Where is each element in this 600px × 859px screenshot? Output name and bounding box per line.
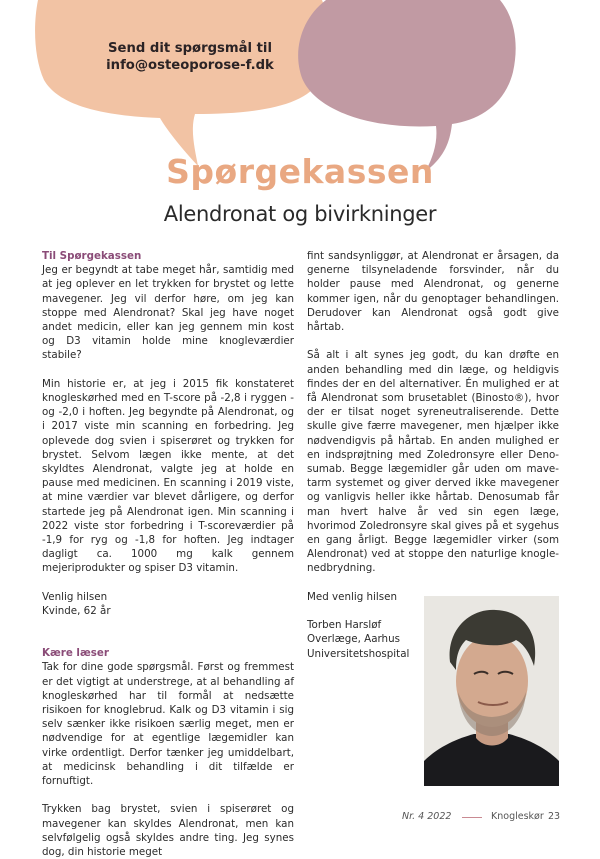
question-signer: Kvinde, 62 år: [42, 605, 111, 618]
page-number: 23: [548, 811, 561, 822]
page-footer: [0, 811, 600, 827]
portrait-illustration: [424, 596, 559, 786]
submit-question-callout: [80, 40, 300, 74]
answer-signer-name: Torben Harsløf: [307, 619, 382, 632]
peach-speech-bubble: [35, 0, 328, 166]
answer-paragraph-continued: Trykken bag brystet, svien i spiserøret og mavegener kan skyldes Alendronat, men kan selvfølgelig også skyldes andre ting. Jeg synes dog, din historie meget: [42, 803, 294, 859]
magazine-name: Knogleskør: [491, 811, 544, 822]
footer-divider: [462, 817, 482, 818]
answer-paragraph: Tak for dine gode spørgsmål. Først og fremmest er det vigtigt at understrege, at al behandling af knogleskørhed har til formål at nedsætte risikoen for knoglebrud. Kalk og D3 vitamin i sig selv sænker ikke risikoen særlig meget, men er nødvendige for at egentlige lægemidler kan virke ordentligt. Derfor tænker jeg umiddelbart, at medicinsk behandling i dit tilfælde er fornuftigt.: [42, 661, 294, 788]
left-column: [42, 249, 294, 859]
answer-paragraph: Så alt i alt synes jeg godt, du kan drøfte en anden behandling med din læge, og heldigvis findes der en del alternativer. Én mulighed er at få Alendronat som brusetablet (Binosto®), hvor der er tilsat noget syreneutraliserende. Dette skulle give færre mavegener, men hjælper ikke nødvendigvis på hårtab. En anden mulighed er en indsprøjtning med Zoledronsyre eller Denosumab. Begge lægemidler går uden om mave-tarm systemet og giver derved ikke mavegener og vanligvis heller ikke hårtab. Denosumab får man hvert halve år ved sin egen læge, hvorimod Zoledronsyre skal gives på et sygehus en gang årligt. Begge lægemidler virker (som Alendronat) ved at stoppe den naturlige knoglenedbrydning.: [307, 349, 559, 575]
answer-heading: Kære læser: [42, 647, 109, 660]
contact-email-link[interactable]: info@osteoporose-f.dk: [106, 58, 274, 73]
page-title: Spørgekassen: [166, 152, 434, 191]
question-signoff: Venlig hilsen: [42, 590, 108, 603]
speech-bubbles-graphic: [0, 0, 600, 170]
article-subtitle: Alendronat og bivirkninger: [163, 202, 437, 226]
author-portrait-photo: [424, 596, 559, 786]
question-paragraph: Min historie er, at jeg i 2015 fik konstateret knogleskørhed med en T-score på -2,8 i ryggen -og -2,0 i hoften. Jeg begyndte på Alendronat, og i 2017 viste min scanning en forbedring. Jeg oplevede dog svien i spiserøret og trykken for brystet. Selvom lægen ikke mente, at det skyldtes Alendronat, valgte jeg at holde en pause med medicinen. En scanning i 2019 viste, at mine værdier var blevet dårligere, og derfor startede jeg på Alendronat igen. Min scanning i 2022 viste stor forbedring i T-scoreværdier på -1,9 for ryg og -1,8 for hoften. Jeg indtager dagligt ca. 1000 mg kalk gennem mejeriprodukter og spiser D3 vitamin.: [42, 377, 294, 575]
question-paragraph: Jeg er begyndt at tabe meget hår, samtidig med at jeg oplever en let trykken for brystet og lette mavegener. Jeg vil derfor høre, om jeg kan stoppe med Alendronat? Skal jeg have noget andet medicin, eller kan jeg gennem min kost og D3 vitamin holde mine knogleværdier stabile?: [42, 264, 294, 362]
mauve-speech-bubble: [298, 0, 516, 170]
answer-signer-title: Overlæge, Aarhus: [307, 633, 400, 646]
issue-number: Nr. 4 2022: [402, 811, 452, 822]
question-heading: Til Spørgekassen: [42, 250, 142, 262]
answer-signer-organization: Universitetshospital: [307, 647, 410, 660]
answer-signoff: Med venlig hilsen: [307, 590, 397, 603]
send-question-text: Send dit spørgsmål til: [108, 41, 272, 56]
answer-paragraph-continued: fint sandsynliggør, at Alendronat er årsagen, da generne tilsyneladende forsvinder, når du holder pause med Alendronat, og generne kommer igen, når du genoptager behandlingen. Derudover kan Alendronat også godt give hårtab.: [307, 250, 559, 334]
